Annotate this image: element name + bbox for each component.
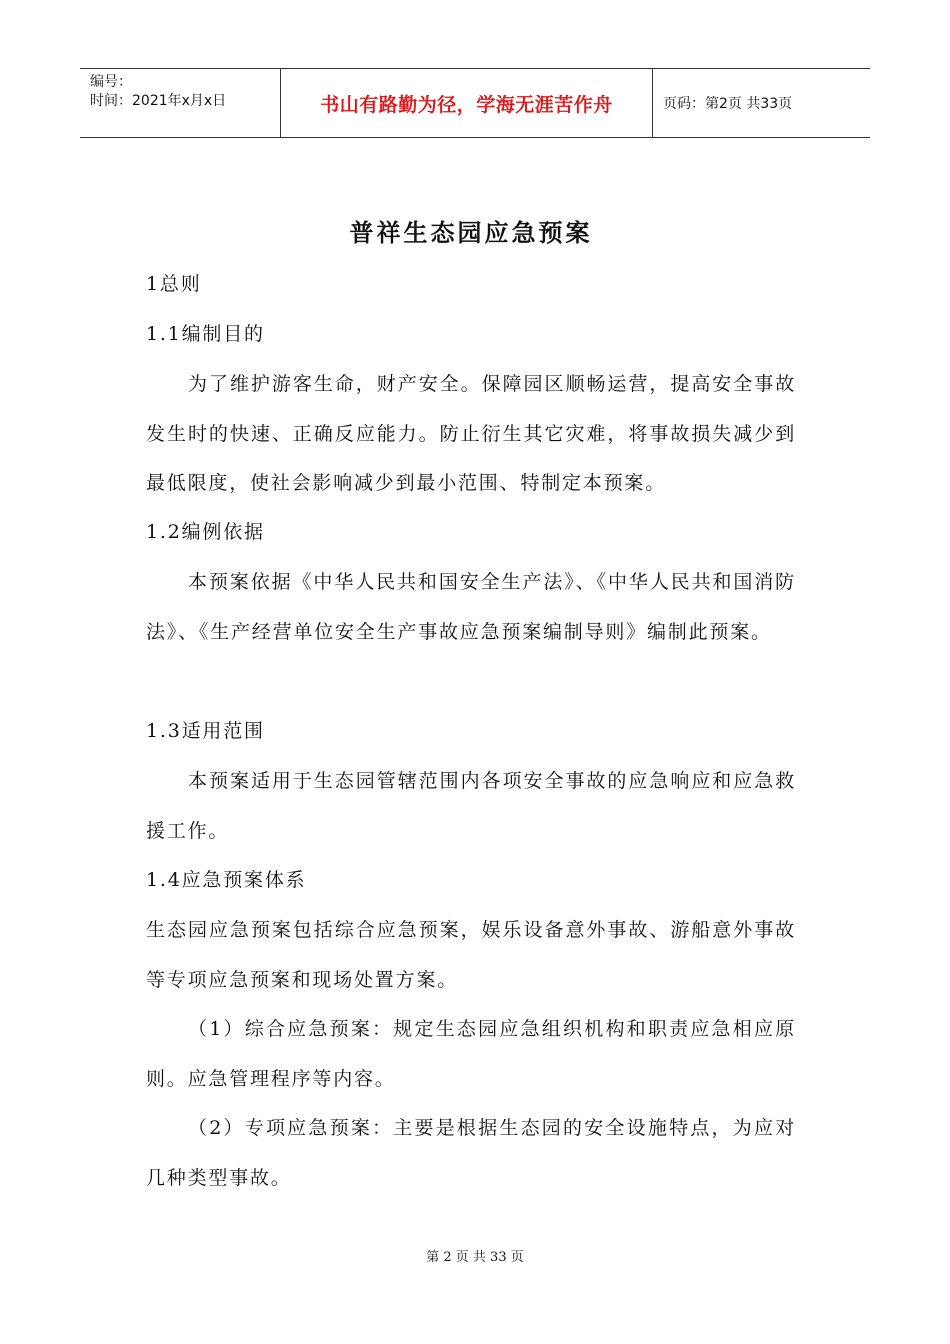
header-motto: 书山有路勤为径，学海无涯苦作舟 (281, 69, 653, 137)
section-heading-1-1: 1.1编制目的 (146, 323, 265, 345)
header-page-info: 页码：第2页 共33页 (663, 96, 793, 112)
document-number-label: 编号： (90, 74, 132, 90)
section-heading-1-4: 1.4应急预案体系 (146, 869, 307, 891)
section-heading-1-2: 1.2编例依据 (146, 521, 265, 543)
page-footer: 第 2 页 共 33 页 (426, 1250, 524, 1265)
header-meta (80, 69, 281, 137)
section-heading-1-3: 1.3适用范围 (146, 720, 265, 742)
paragraph-system: 生态园应急预案包括综合应急预案，娱乐设备意外事故、游船意外事故等专项应急预案和现场处置方案。 (146, 919, 796, 991)
paragraph-purpose: 为了维护游客生命，财产安全。保障园区顺畅运营，提高安全事故发生时的快速、正确反应能力。防止衍生其它灾难，将事故损失减少到最低限度，使社会影响减少到最小范围、特制定本预案。 (146, 373, 796, 494)
paragraph-comprehensive-plan: （1）综合应急预案：规定生态园应急组织机构和职责应急相应原则。应急管理程序等内容。 (146, 1018, 796, 1090)
document-title: 普祥生态园应急预案 (349, 218, 593, 247)
paragraph-special-plan: （2）专项应急预案：主要是根据生态园的安全设施特点，为应对几种类型事故。 (146, 1117, 796, 1189)
paragraph-basis: 本预案依据《中华人民共和国安全生产法》、《中华人民共和国消防法》、《生产经营单位安全生产事故应急预案编制导则》编制此预案。 (146, 571, 796, 643)
section-heading-1: 1总则 (146, 273, 202, 295)
paragraph-scope: 本预案适用于生态园管辖范围内各项安全事故的应急响应和应急救援工作。 (146, 770, 796, 842)
document-header (80, 68, 870, 138)
document-time-label: 时间：2021年x月x日 (90, 93, 227, 109)
